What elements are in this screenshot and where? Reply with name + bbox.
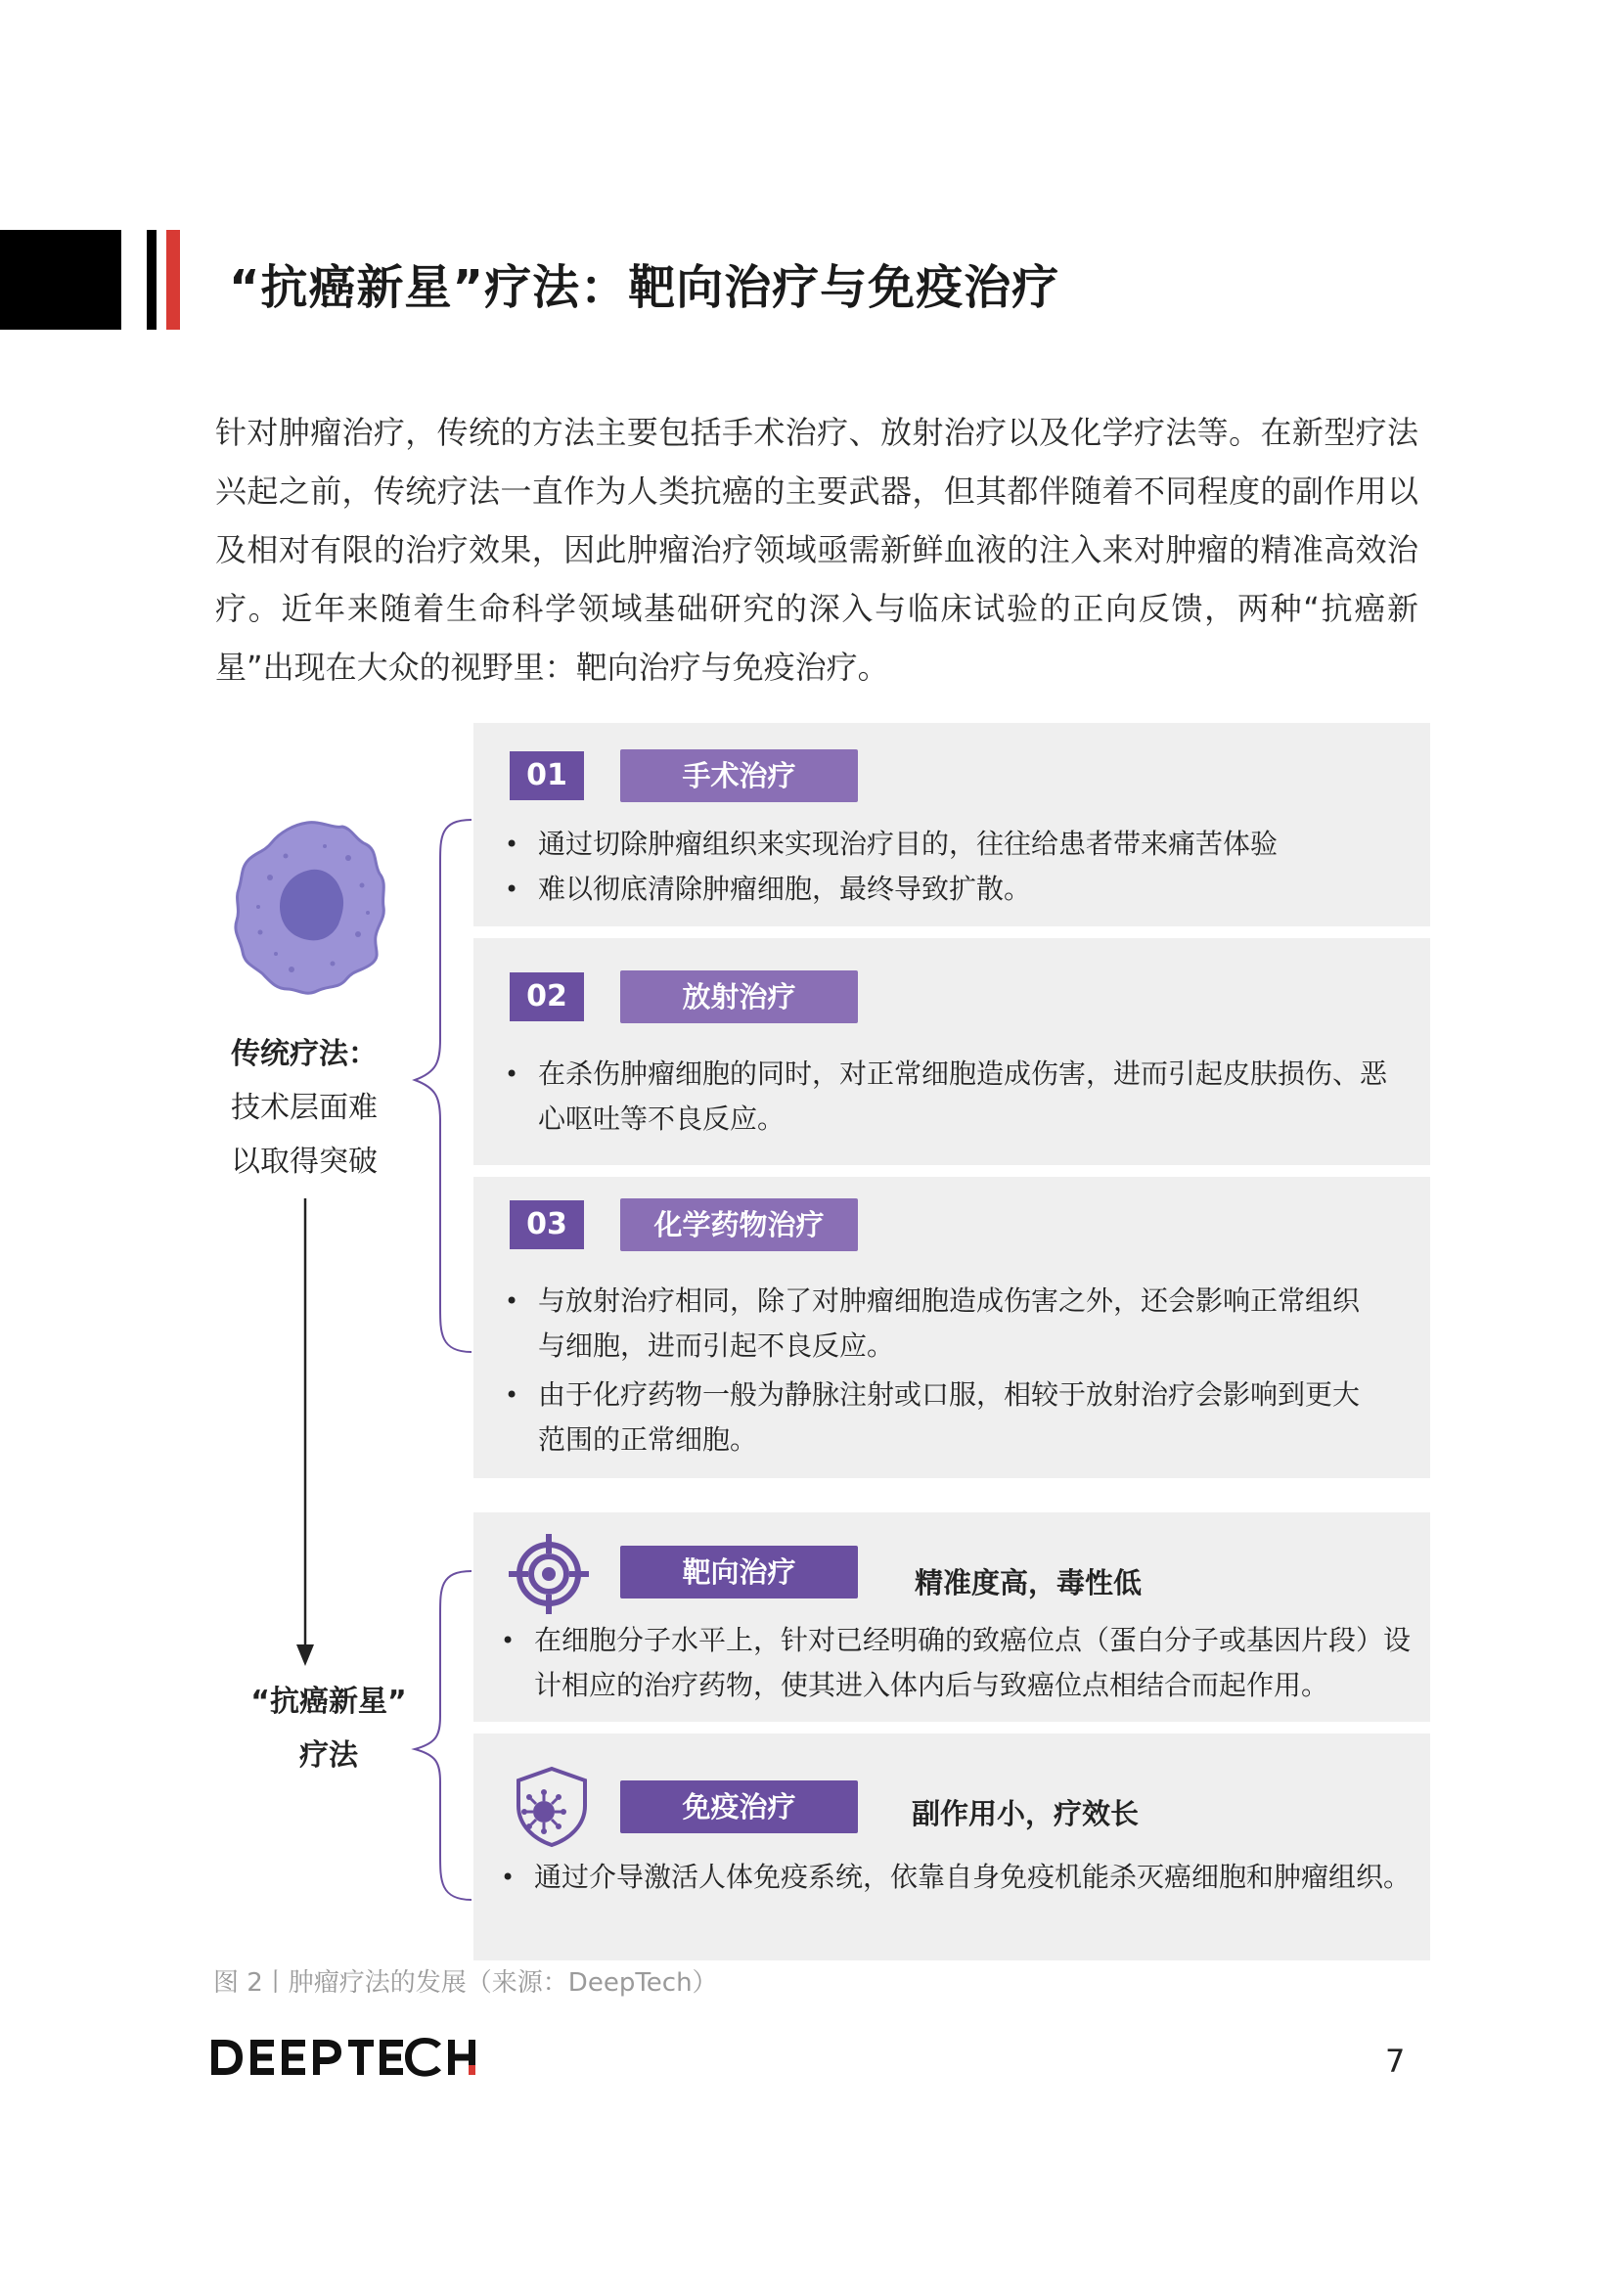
list-item: • 在细胞分子水平上，针对已经明确的致癌位点（蛋白分子或基因片段）设计相应的治疗药物，使其进入体内后与致癌位点相结合而起作用。 [501,1618,1420,1708]
list-item: • 通过介导激活人体免疫系统，依靠自身免疫机能杀灭癌细胞和肿瘤组织。 [501,1855,1440,1900]
surgery-bullets [505,822,1415,912]
progress-arrow [293,1198,317,1668]
tumor-cell-icon [231,817,389,1001]
traditional-label-line2: 技术层面难 [231,1091,378,1125]
list-item: • 通过切除肿瘤组织来实现治疗目的，往往给患者带来痛苦体验 [505,822,1415,867]
target-icon [509,1534,589,1614]
list-item: • 由于化疗药物一般为静脉注射或口服，相较于放射治疗会影响到更大范围的正常细胞。 [505,1373,1385,1463]
tag-immune: 免疫治疗 [620,1780,858,1833]
tag-targeted: 靶向治疗 [620,1546,858,1598]
novel-label [231,1675,427,1782]
immune-bullets [501,1855,1440,1900]
figure-caption: 图 2丨肿瘤疗法的发展（来源：DeepTech） [213,1968,718,1998]
header-red-bar [166,230,180,330]
list-item: • 与放射治疗相同，除了对肿瘤细胞造成伤害之外，还会影响正常组织与细胞，进而引起不良反应。 [505,1279,1385,1369]
page-title: “抗癌新星”疗法：靶向治疗与免疫治疗 [229,260,1060,315]
novel-label-line1: “抗癌新星” [250,1685,407,1719]
traditional-label [231,1027,378,1189]
targeted-bullets [501,1618,1420,1708]
item-number-03: 03 [510,1200,584,1249]
traditional-label-line3: 以取得突破 [231,1145,378,1179]
deeptech-logo [211,2038,485,2077]
therapy-panel-immune [473,1733,1430,1960]
radiation-bullets [505,1052,1405,1142]
list-item: • 难以彻底清除肿瘤细胞，最终导致扩散。 [505,867,1415,912]
list-item: • 在杀伤肿瘤细胞的同时，对正常细胞造成伤害，进而引起皮肤损伤、恶心呕吐等不良反应。 [505,1052,1405,1142]
novel-bracket [411,1569,473,1902]
header-black-bar [147,230,157,330]
tag-surgery: 手术治疗 [620,749,858,802]
item-number-02: 02 [510,972,584,1021]
page-number: 7 [1385,2043,1406,2080]
traditional-label-line1: 传统疗法： [231,1037,378,1071]
header-black-block [0,230,121,330]
intro-paragraph: 针对肿瘤治疗，传统的方法主要包括手术治疗、放射治疗以及化学疗法等。在新型疗法兴起之前，传统疗法一直作为人类抗癌的主要武器，但其都伴随着不同程度的副作用以及相对有限的治疗效果，因此肿瘤治疗领域亟需新鲜血液的注入来对肿瘤的精准高效治疗。近年来随着生命科学领域基础研究的深入与临床试验的正向反馈，两种“抗癌新星”出现在大众的视野里：靶向治疗与免疫治疗。 [215,414,1418,686]
item-number-01: 01 [510,751,584,800]
immune-subtitle: 副作用小，疗效长 [912,1797,1140,1830]
chemo-bullets [505,1279,1385,1463]
targeted-subtitle: 精准度高，毒性低 [915,1566,1143,1599]
immune-shield-icon [513,1765,591,1849]
novel-label-line2: 疗法 [299,1738,358,1773]
traditional-bracket [411,818,473,1354]
tag-radiation: 放射治疗 [620,970,858,1023]
tag-chemo: 化学药物治疗 [620,1198,858,1251]
